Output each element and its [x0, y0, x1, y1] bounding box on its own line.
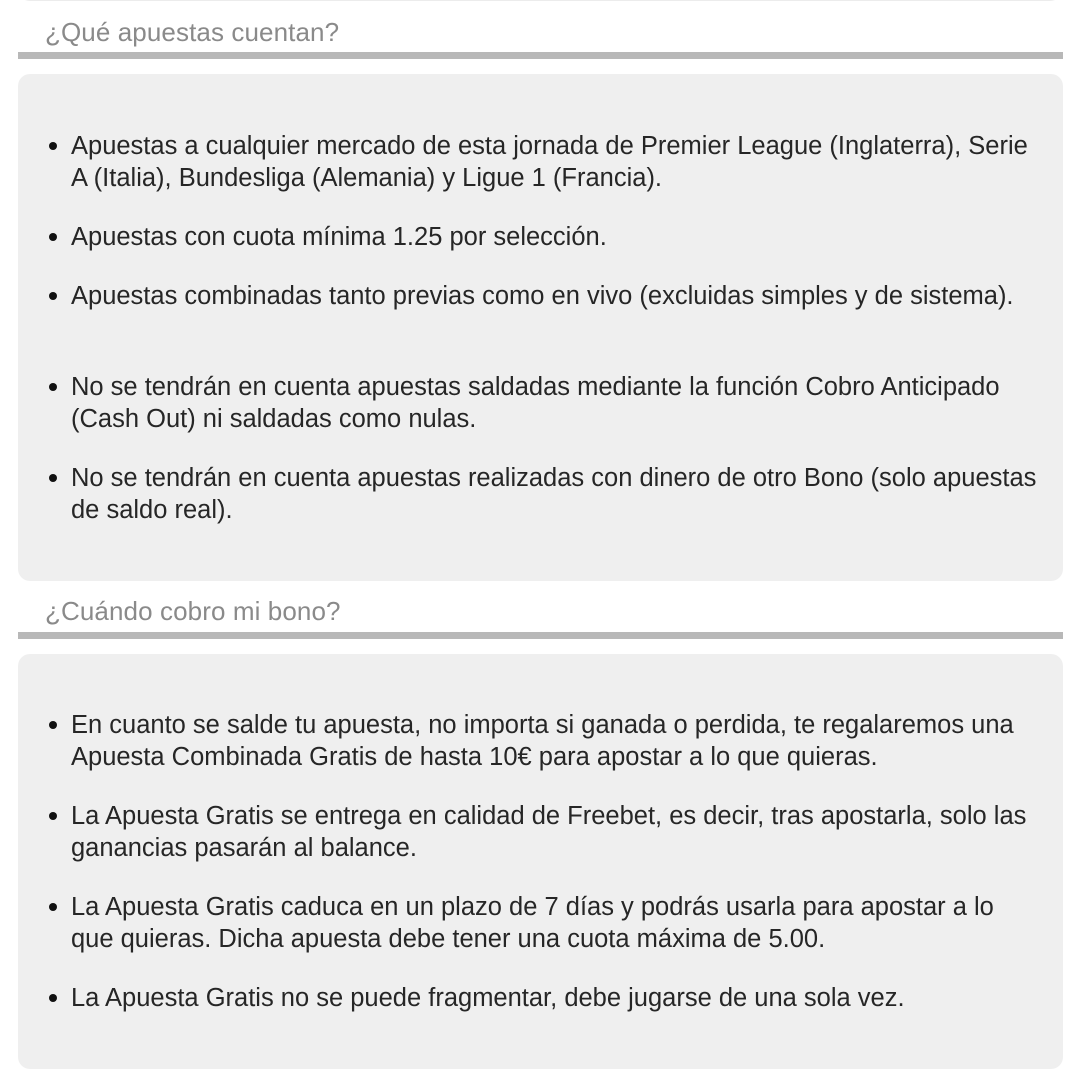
list-item: La Apuesta Gratis se entrega en calidad de Freebet, es decir, tras apostarla, solo las ganancias pasarán al balance. — [71, 800, 1041, 864]
section-divider — [18, 632, 1063, 639]
list-item: No se tendrán en cuenta apuestas saldadas mediante la función Cobro Anticipado (Cash Out) ni saldadas como nulas. — [71, 371, 1041, 435]
list-item: Apuestas a cualquier mercado de esta jornada de Premier League (Inglaterra), Serie A (Italia), Bundesliga (Alemania) y Ligue 1 (Francia). — [71, 130, 1041, 194]
list-item: La Apuesta Gratis caduca en un plazo de 7 días y podrás usarla para apostar a lo que quieras. Dicha apuesta debe tener una cuota máxima de 5.00. — [71, 891, 1041, 955]
list-item: Apuestas con cuota mínima 1.25 por selección. — [71, 221, 1041, 253]
list-item: Apuestas combinadas tanto previas como en vivo (excluidas simples y de sistema). — [71, 280, 1041, 312]
section-divider — [18, 52, 1063, 59]
list-item: En cuanto se salde tu apuesta, no importa si ganada o perdida, te regalaremos una Apuesta Combinada Gratis de hasta 10€ para apostar a lo que quieras. — [71, 709, 1041, 773]
previous-card-edge — [18, 0, 1062, 1]
list-item: La Apuesta Gratis no se puede fragmentar, debe jugarse de una sola vez. — [71, 982, 1041, 1014]
section-title: ¿Cuándo cobro mi bono? — [45, 596, 341, 626]
list-item: No se tendrán en cuenta apuestas realizadas con dinero de otro Bono (solo apuestas de saldo real). — [71, 462, 1041, 526]
card-when-bonus — [18, 654, 1063, 1069]
card-which-bets — [18, 74, 1063, 581]
section-title: ¿Qué apuestas cuentan? — [45, 17, 340, 47]
